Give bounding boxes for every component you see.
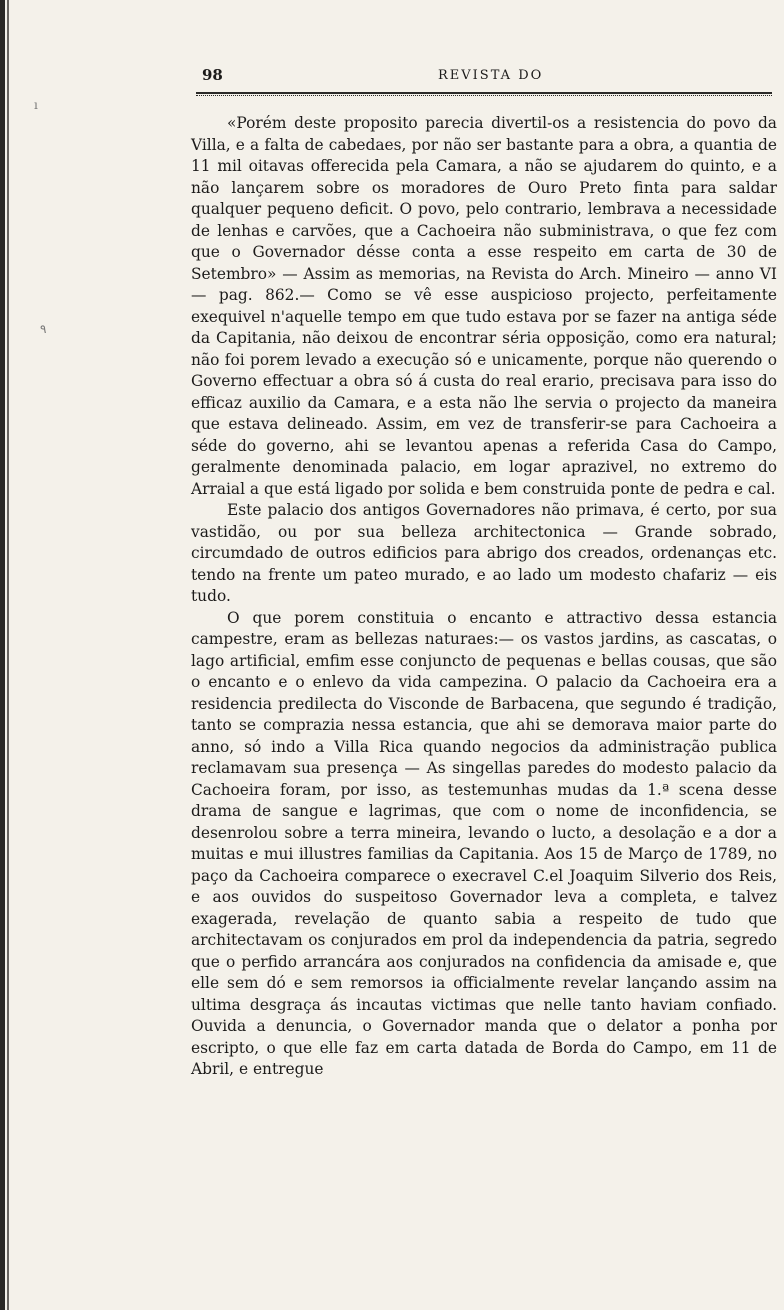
paragraph-2: Este palacio dos antigos Governadores não primava, é certo, por sua vastidão, ou por sua belleza architectonica — Grande sobrado, circumdado de outros edificios para abrigo dos creados, ordenanças etc. tendo na frente um pateo murado, e ao lado um modesto chafariz — eis tudo. bbox=[191, 501, 777, 605]
page-number: 98 bbox=[202, 66, 223, 84]
header-rule bbox=[196, 92, 772, 96]
paragraph-1: «Porém deste proposito parecia divertil-os a resistencia do povo da Villa, e a falta de cabedaes, por não ser bastante para a obra, a quantia de 11 mil oitavas offerecida pela Camara, a não se ajudarem do quinto, e a não lançarem sobre os moradores de Ouro Preto finta para saldar qualquer pequeno deficit. O povo, pelo contrario, lembrava a necessidade de lenhas e carvões, que a Cachoeira não subministrava, o que fez com que o Governador désse conta a esse respeito em carta de 30 de Setembro» — Assim as memorias, na Revista do Arch. Mineiro — anno VI — pag. 862.— Como se vê esse auspicioso projecto, perfeitamente exequivel n'aquelle tempo em que tudo estava por se fazer na antiga séde da Capitania, não deixou de encontrar séria opposição, como era natural; não foi porem levado a execução só e unicamente, porque não querendo o Governo effectuar a obra só á custa do real erario, precisava para isso do efficaz auxilio da Camara, e a esta não lhe servia o projecto da maneira que estava delineado. Assim, em vez de transferir-se para Cachoeira a séde do governo, ahi se levantou apenas a referida Casa do Campo, geralmente denominada palacio, em logar aprazivel, no extremo do Arraial a que está ligado por solida e bem construida ponte de pedra e cal. bbox=[191, 114, 777, 498]
page-header bbox=[196, 64, 772, 88]
margin-speck: ı bbox=[34, 98, 38, 112]
running-head: REVISTA DO bbox=[438, 68, 544, 83]
page-body bbox=[191, 113, 777, 1081]
paragraph-3: O que porem constituia o encanto e attractivo dessa estancia campestre, eram as bellezas naturaes:— os vastos jardins, as cascatas, o lago artificial, emfim esse conjuncto de pequenas e bellas cousas, que são o encanto e o enlevo da vida campezina. O palacio da Cachoeira era a residencia predilecta do Visconde de Barbacena, que segundo é tradição, tanto se comprazia nessa estancia, que ahi se demorava maior parte do anno, só indo a Villa Rica quando negocios da administração publica reclamavam sua presença — As singellas paredes do modesto palacio da Cachoeira foram, por isso, as testemunhas mudas da 1.ª scena desse drama de sangue e lagrimas, que com o nome de inconfidencia, se desenrolou sobre a terra mineira, levando o lucto, a desolação e a dor a muitas e mui illustres familias da Capitania. Aos 15 de Março de 1789, no paço da Cachoeira comparece o execravel C.el Joaquim Silverio dos Reis, e aos ouvidos do suspeitoso Governador leva a completa, e talvez exagerada, revelação de quanto sabia a respeito de tudo que architectavam os conjurados em prol da independencia da patria, segredo que o perfido arrancára aos conjurados na confidencia da amisade e, que elle sem dó e sem remorsos ia officialmente revelar lançando assim na ultima desgraça ás incautas victimas que nelle tanto haviam confiado. Ouvida a denuncia, o Governador manda que o delator a ponha por escripto, o que elle faz em carta datada de Borda do Campo, em 11 de Abril, e entregue bbox=[191, 608, 777, 1078]
margin-speck: ٩ bbox=[40, 322, 47, 336]
book-binding-line bbox=[7, 0, 9, 1310]
book-binding-edge bbox=[0, 0, 5, 1310]
